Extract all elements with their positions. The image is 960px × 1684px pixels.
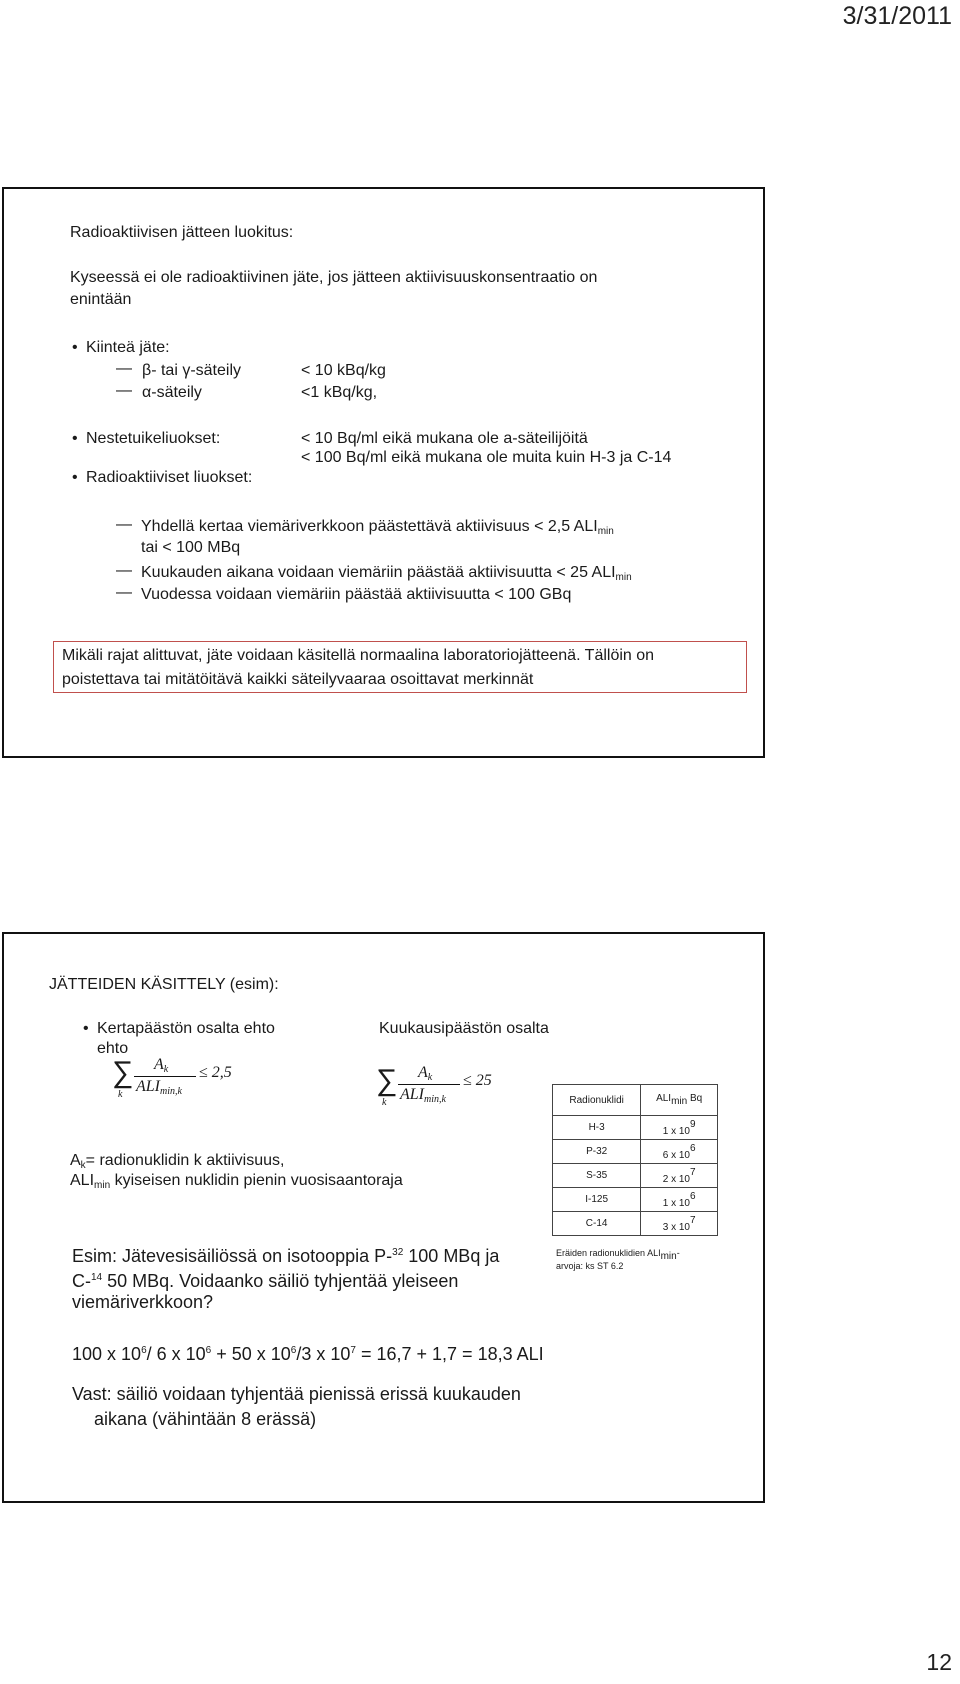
- intro-text-cont: enintään: [70, 291, 132, 308]
- cell-nuclide: P-32: [553, 1140, 641, 1164]
- beta-gamma-label: β- tai γ-säteily: [142, 362, 241, 379]
- cell-nuclide: C-14: [553, 1212, 641, 1236]
- note-line-1: Mikäli rajat alittuvat, jäte voidaan käsitellä normaalina laboratoriojätteenä. Tällöin on: [62, 647, 655, 664]
- note-line-2: poistettava tai mitätöitävä kaikki säteilyvaaraa osoittavat merkinnät: [62, 671, 534, 688]
- dash-icon: —: [116, 516, 132, 533]
- answer-line-2: aikana (vähintään 8 erässä): [94, 1409, 317, 1429]
- table-row: [553, 1188, 718, 1212]
- formula-single-release: [112, 1056, 252, 1106]
- calculation: 100 x $10^6/$ 6 x $10^6 + 50$ x $10^6/3$ x $10^7 = 16,7 + 1,7 = 18,3$ ALI: [72, 1344, 544, 1364]
- header-ali: $ALI_{min}$ Bq: [641, 1085, 718, 1116]
- rule-single-release: Yhdellä kertaa viemäriverkkoon päästettävä aktiivisuus < 2,5 $ALI_{min}$: [141, 518, 614, 537]
- table-caption-1: Eräiden radionuklidien $ALI_{min}-$: [556, 1248, 680, 1262]
- cell-nuclide: I-125: [553, 1188, 641, 1212]
- dash-icon: —: [116, 382, 132, 399]
- formula-denominator: $ALI_{min,k}$: [400, 1086, 446, 1105]
- fraction-bar: [134, 1076, 196, 1077]
- answer-line-1: Vast: säiliö voidaan tyhjentää pienissä erissä kuukauden: [72, 1384, 521, 1404]
- single-release-heading-cont: ehto: [97, 1040, 129, 1057]
- sum-icon: ∑: [112, 1056, 134, 1089]
- table-caption-2: arvoja: ks ST 6.2: [556, 1261, 624, 1271]
- cell-nuclide: H-3: [553, 1116, 641, 1140]
- rule-single-release-cont: tai < 100 MBq: [141, 539, 241, 556]
- sum-icon: ∑: [376, 1064, 398, 1097]
- table-row: [553, 1116, 718, 1140]
- definition-ali: $ALI_{min}$ kyiseisen nuklidin pienin vuosisaantoraja: [70, 1172, 403, 1191]
- slide-waste-classification: [2, 187, 765, 758]
- radioactive-solutions-label: • Radioaktiiviset liuokset:: [86, 468, 252, 488]
- page-date: 3/31/2011: [842, 2, 952, 30]
- cell-ali: 2 x $10^7$: [641, 1164, 718, 1188]
- slide2-title: JÄTTEIDEN KÄSITTELY (esim):: [49, 976, 279, 993]
- sum-index: k: [118, 1089, 123, 1100]
- liquid-value-2: < 100 Bq/ml eikä mukana ole muita kuin H-3 ja C-14: [301, 449, 672, 466]
- definition-activity: $A_k=$ radionuklidin k aktiivisuus,: [70, 1152, 285, 1171]
- monthly-release-heading: Kuukausipäästön osalta: [379, 1020, 549, 1037]
- note-box: [53, 641, 747, 693]
- table-row: [553, 1164, 718, 1188]
- dash-icon: —: [116, 562, 132, 579]
- cell-ali: 6 x $10^6$: [641, 1140, 718, 1164]
- intro-text: Kyseessä ei ole radioaktiivinen jäte, jos jätteen aktiivisuuskonsentraatio on: [70, 269, 598, 286]
- cell-ali: 3 x $10^7$: [641, 1212, 718, 1236]
- solid-waste-label: • Kiinteä jäte:: [86, 338, 170, 358]
- formula-numerator: $A_k$: [418, 1064, 433, 1083]
- table-header-row: [553, 1085, 718, 1116]
- formula-numerator: $A_k$: [154, 1056, 169, 1075]
- single-release-heading: • Kertapäästön osalta ehto: [97, 1019, 275, 1039]
- dash-icon: —: [116, 360, 132, 377]
- liquid-scint-label: • Nestetuikeliuokset:: [86, 429, 220, 449]
- liquid-value-1: < 10 Bq/ml eikä mukana ole a-säteilijöitä: [301, 430, 588, 447]
- dash-icon: —: [116, 584, 132, 601]
- sum-index: k: [382, 1097, 387, 1108]
- alpha-label: α-säteily: [142, 384, 202, 401]
- beta-gamma-value: < 10 kBq/kg: [301, 362, 386, 379]
- page-number: 12: [926, 1649, 952, 1675]
- ali-table: [552, 1084, 718, 1236]
- example-line-3: viemäriverkkoon?: [72, 1292, 214, 1312]
- fraction-bar: [398, 1084, 460, 1085]
- formula-limit: ≤ 25: [463, 1072, 492, 1089]
- slide1-title: Radioaktiivisen jätteen luokitus:: [70, 224, 294, 241]
- formula-denominator: $ALI_{min,k}$: [136, 1078, 182, 1097]
- rule-monthly-release: Kuukauden aikana voidaan viemäriin päästää aktiivisuutta < 25 $ALI_{min}$: [141, 564, 632, 583]
- example-line-2: C-$^{14}$ 50 MBq. Voidaanko säiliö tyhjentää yleiseen: [72, 1271, 459, 1291]
- example-line-1: Esim: Jätevesisäiliössä on isotooppia P-$^{32}$ 100 MBq ja: [72, 1246, 500, 1266]
- table-row: [553, 1140, 718, 1164]
- formula-monthly-release: [376, 1064, 516, 1114]
- formula-limit: ≤ 2,5: [199, 1064, 232, 1081]
- table-row: [553, 1212, 718, 1236]
- cell-nuclide: S-35: [553, 1164, 641, 1188]
- slide-waste-handling: [2, 932, 765, 1503]
- cell-ali: 1 x $10^6$: [641, 1188, 718, 1212]
- alpha-value: <1 kBq/kg,: [301, 384, 378, 401]
- header-nuclide: Radionuklidi: [553, 1085, 641, 1116]
- cell-ali: 1 x $10^9$: [641, 1116, 718, 1140]
- rule-yearly-release: Vuodessa voidaan viemäriin päästää aktiivisuutta < 100 GBq: [141, 586, 572, 603]
